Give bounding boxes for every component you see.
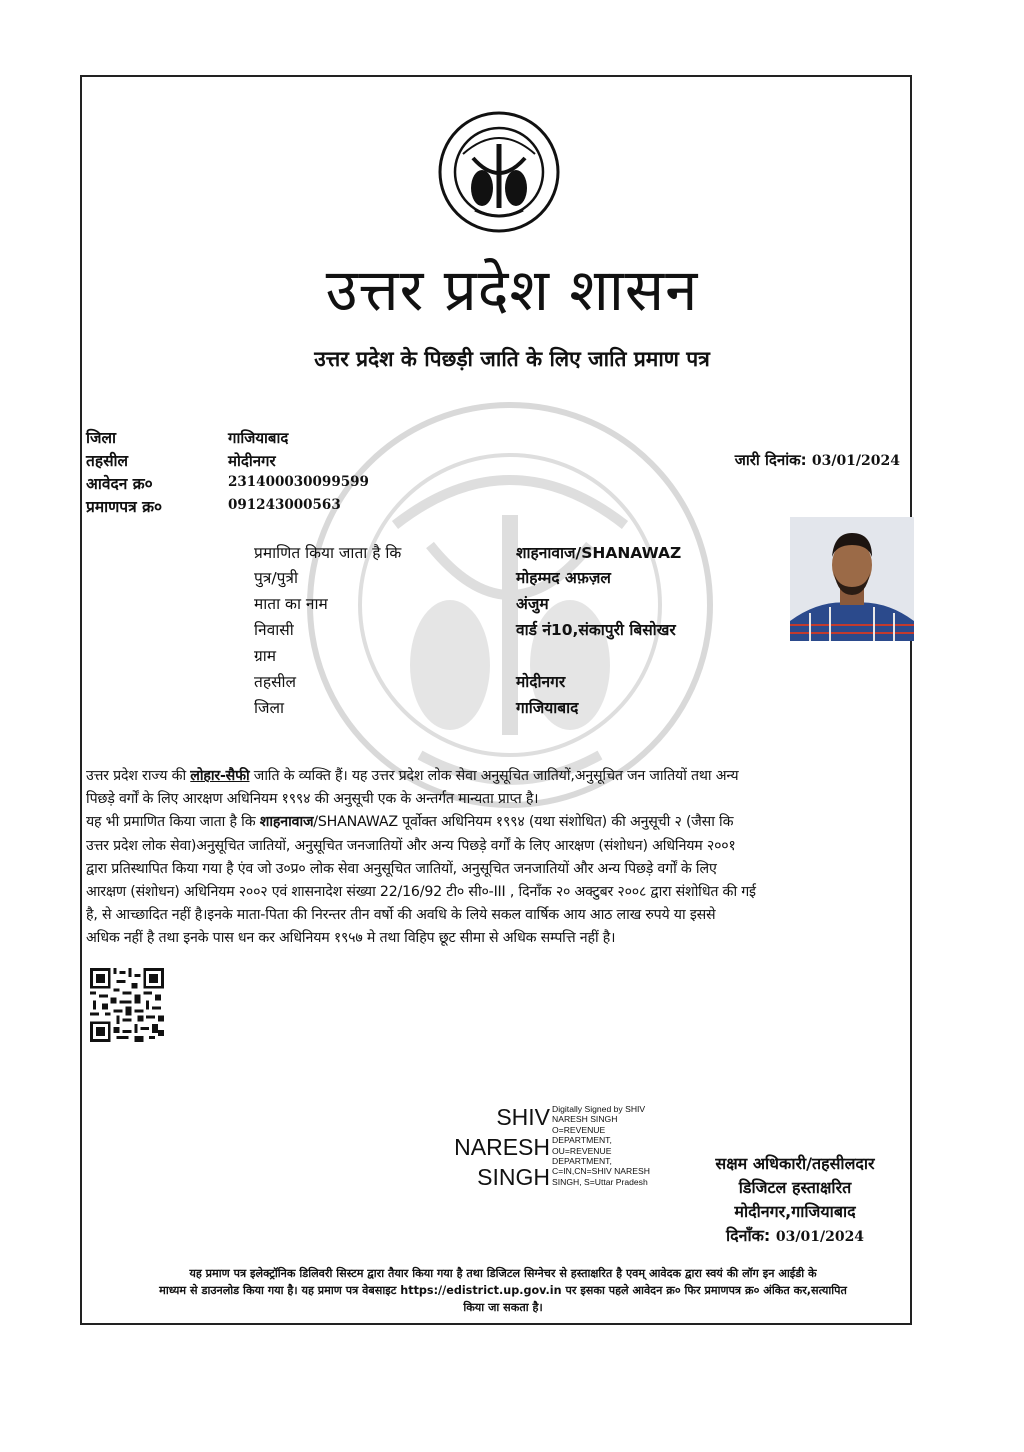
field-label-son-daughter: पुत्र/पुत्री	[254, 569, 298, 587]
meta-label-district: जिला	[86, 429, 117, 447]
field-label-district: जिला	[254, 699, 285, 717]
officer-date	[680, 1224, 910, 1249]
field-value-name: शाहनावाज/SHANAWAZ	[516, 544, 682, 562]
field-label-mother: माता का नाम	[254, 595, 328, 613]
meta-label-tehsil: तहसील	[86, 452, 129, 470]
officer-digital-signed: डिजिटल हस्ताक्षरित	[738, 1178, 852, 1197]
body-line-8: अधिक नहीं है तथा इनके पास धन कर अधिनियम १९५७ मे तथा विहिप छूट सीमा से अधिक सम्पत्ति नहीं है।	[86, 930, 616, 947]
officer-designation: सक्षम अधिकारी/तहसीलदार	[715, 1154, 875, 1173]
body-line-7: है, से आच्छादित नहीं है।इनके माता-पिता की निरन्तर तीन वर्षो की अवधि के लिये सकल वार्षिक आय आठ लाख रुपये या इससे	[86, 907, 716, 924]
field-label-tehsil: तहसील	[254, 673, 297, 691]
signature-name-line-3: SINGH	[477, 1164, 550, 1190]
person-photo-icon	[790, 517, 914, 641]
field-value-resident: वार्ड नं10,संकापुरी बिसोखर	[516, 621, 676, 639]
watermark-emblem	[300, 395, 720, 815]
body-p2-after-name: /SHANAWAZ पूर्वोक्त अधिनियम १९९४ (यथा संशोधित) की अनुसूची २ (जैसा कि	[313, 814, 734, 831]
issue-date-value: 03/01/2024	[811, 453, 900, 469]
certificate-body	[86, 765, 916, 951]
signature-detail-line: NARESH SINGH	[552, 1114, 618, 1125]
body-line-6: आरक्षण (संशोधन) अधिनियम २००२ एवं शासनादेश संख्या 22/16/92 टी० सी०-III , दिनाँक २० अक्टुबर २००८ द्वारा संशोधित की गई	[86, 884, 756, 901]
body-line-5: द्वारा प्रतिस्थापित किया गया है एंव जो उ०प्र० लोक सेवा अनुसूचित जातियों, अनुसूचित जनजातियों और अन्य पिछड़े वर्गों के लिए	[86, 860, 717, 877]
qr-code-icon[interactable]	[90, 968, 164, 1042]
signature-name-line-2: NARESH	[454, 1134, 550, 1160]
signature-detail-line: DEPARTMENT,	[552, 1156, 612, 1167]
meta-label-certificate-no: प्रमाणपत्र क्र०	[86, 498, 163, 516]
sub-title: उत्तर प्रदेश के पिछड़ी जाति के लिए जाति प्रमाण पत्र	[314, 347, 710, 371]
field-label-village: ग्राम	[254, 647, 277, 665]
field-label-certified: प्रमाणित किया जाता है कि	[254, 544, 402, 562]
footer-note	[90, 1265, 916, 1316]
body-p1-pre: उत्तर प्रदेश राज्य की	[86, 768, 191, 784]
officer-location: मोदीनगर,गाजियाबाद	[734, 1202, 856, 1221]
field-value-mother: अंजुम	[516, 595, 549, 613]
footer-line-3: किया जा सकता है।	[463, 1301, 543, 1314]
officer-date-label: दिनाँक:	[725, 1226, 771, 1245]
field-value-tehsil: मोदीनगर	[516, 673, 566, 691]
signature-details	[552, 1104, 682, 1187]
meta-value-district: गाजियाबाद	[228, 429, 289, 447]
signature-detail-line: Digitally Signed by SHIV	[552, 1104, 646, 1114]
footer-line-2: माध्यम से डाउनलोड किया गया है। यह प्रमाण पत्र वेबसाइट https://edistrict.up.gov.in पर इसका पहले आवेदन क्र० फिर प्रमाणपत्र क्र० अंकित कर,सत्यापित	[159, 1284, 847, 1297]
body-p2-name: शाहनावाज	[259, 814, 314, 831]
applicant-photo	[790, 517, 914, 641]
body-p1-post: जाति के व्यक्ति हैं। यह उत्तर प्रदेश लोक सेवा अनुसूचित जातियों,अनुसूचित जन जातियों तथा अन्य	[249, 768, 739, 784]
field-value-district: गाजियाबाद	[516, 699, 579, 717]
issue-date	[735, 450, 900, 470]
body-line-3	[86, 811, 916, 834]
body-line-4: उत्तर प्रदेश लोक सेवा)अनुसूचित जातियों, अनुसूचित जनजातियों और अन्य पिछड़े वर्गों के लिए आरक्षण (संशोधन) अधिनियम २००१	[86, 837, 736, 854]
up-government-emblem	[437, 110, 561, 234]
body-line-2: पिछड़े वर्गों के लिए आरक्षण अधिनियम १९९४ की अनुसूची एक के अन्तर्गत मान्यता प्राप्त है।	[86, 791, 539, 808]
issue-date-label: जारी दिनांक:	[734, 451, 807, 469]
body-line-1	[86, 765, 916, 788]
officer-date-value: 03/01/2024	[775, 1229, 865, 1245]
signature-detail-line: DEPARTMENT,	[552, 1135, 612, 1146]
main-title: उत्तर प्रदेश शासन	[325, 256, 699, 324]
meta-value-tehsil: मोदीनगर	[228, 452, 276, 470]
footer-line-1: यह प्रमाण पत्र इलेक्ट्रॉनिक डिलिवरी सिस्टम द्वारा तैयार किया गया है तथा डिजिटल सिग्नेचर से हस्ताक्षरित है एवम् आवेदक द्वारा स्वयं की लॉग इन आईडी के	[189, 1267, 817, 1280]
meta-value-certificate-no: 091243000563	[228, 497, 341, 513]
signature-detail-line: C=IN,CN=SHIV NARESH	[552, 1166, 650, 1177]
signature-detail-line: OU=REVENUE	[552, 1145, 612, 1156]
meta-label-application-no: आवेदन क्र०	[86, 475, 153, 493]
signature-name	[430, 1102, 550, 1192]
field-value-father: मोहम्मद अफ़ज़ल	[516, 569, 611, 587]
signature-name-line-1: SHIV	[496, 1104, 550, 1130]
signature-detail-line: O=REVENUE	[552, 1124, 606, 1135]
signature-detail-line: SINGH, S=Uttar Pradesh	[552, 1176, 648, 1187]
caste-name: लोहार-सैफी	[190, 768, 250, 784]
body-p2-pre: यह भी प्रमाणित किया जाता है कि	[86, 814, 260, 831]
meta-value-application-no: 231400030099599	[228, 474, 369, 490]
field-label-resident: निवासी	[254, 621, 294, 639]
officer-block	[680, 1152, 910, 1249]
